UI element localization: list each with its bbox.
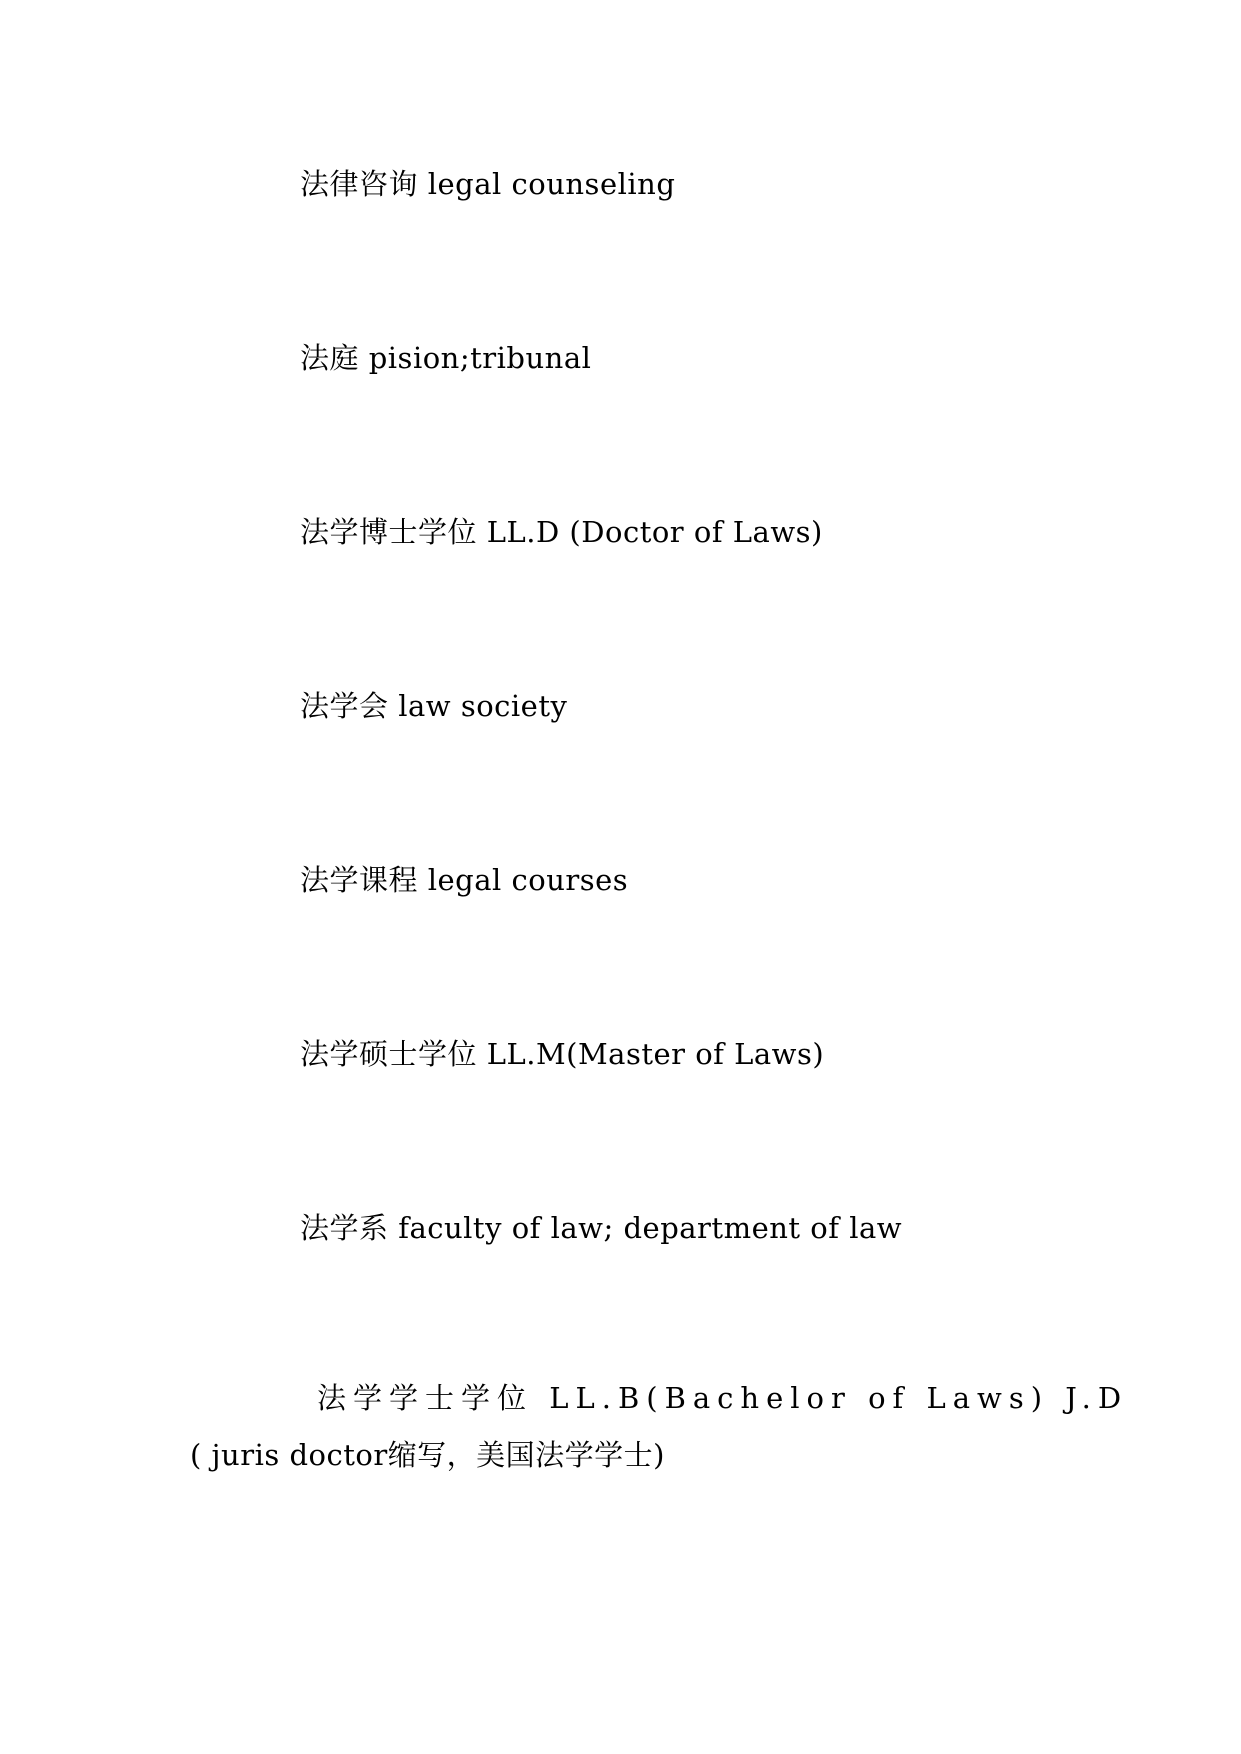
glossary-entry-legal-counseling: 法律咨询 legal counseling bbox=[300, 167, 676, 201]
glossary-entry-legal-courses: 法学课程 legal courses bbox=[300, 863, 629, 897]
glossary-entry-tribunal: 法庭 pision;tribunal bbox=[300, 341, 592, 375]
glossary-entry-juris-doctor-note: ( juris doctor缩写，美国法学学士) bbox=[190, 1438, 665, 1472]
glossary-entry-doctor-of-laws: 法学博士学位 LL.D (Doctor of Laws) bbox=[300, 515, 823, 549]
glossary-entry-law-society: 法学会 law society bbox=[300, 689, 568, 723]
glossary-entry-master-of-laws: 法学硕士学位 LL.M(Master of Laws) bbox=[300, 1037, 825, 1071]
glossary-entry-faculty-of-law: 法学系 faculty of law; department of law bbox=[300, 1211, 903, 1245]
glossary-entry-bachelor-of-laws: 法学学士学位 LL.B(Bachelor of Laws) J.D bbox=[317, 1381, 1129, 1415]
